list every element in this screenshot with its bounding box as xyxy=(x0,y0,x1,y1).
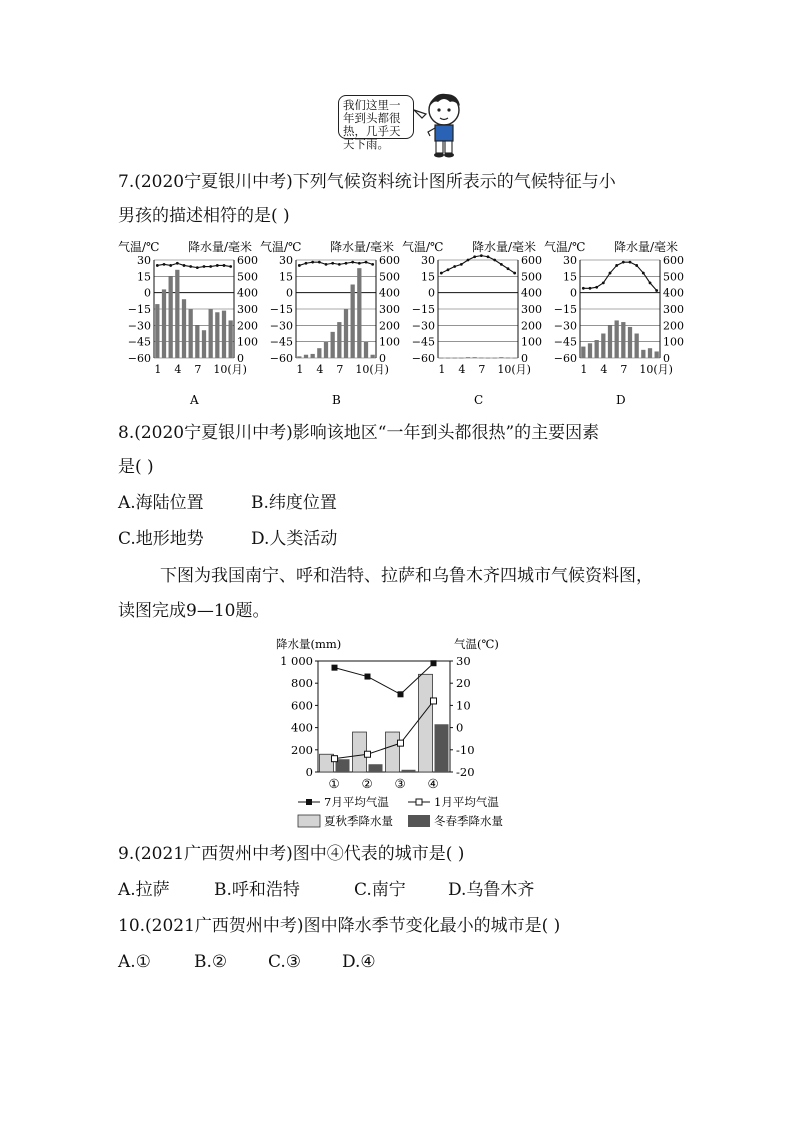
temp-point xyxy=(358,262,361,265)
temp-tick-label: 0 xyxy=(286,286,293,300)
question-8-option-c: C.地形地势 xyxy=(118,529,204,549)
temp-point xyxy=(318,261,321,264)
precip-bar xyxy=(635,334,639,359)
temp-point xyxy=(209,265,212,268)
temp-tick-label: 15 xyxy=(279,270,293,284)
question-9-option-c: C.南宁 xyxy=(354,880,406,900)
temp-point xyxy=(602,281,605,284)
winter-precip-bar xyxy=(402,770,416,772)
temp-tick-label: 20 xyxy=(456,676,471,691)
precip-tick-label: 0 xyxy=(379,352,386,365)
temp-point xyxy=(493,259,496,262)
question-9-option-b: B.呼和浩特 xyxy=(214,880,300,900)
precip-tick-label: 400 xyxy=(663,286,684,300)
climate-chart-c xyxy=(402,239,542,406)
temp-point xyxy=(460,263,463,266)
temp-tick-label: 10 xyxy=(456,698,471,713)
precip-bar xyxy=(628,327,632,358)
question-8-line1: 8.(2020宁夏银川中考)影响该地区“一年到头都很热”的主要因素 xyxy=(118,423,600,443)
temp-point xyxy=(500,263,503,266)
precip-bar xyxy=(371,355,375,358)
temp-tick-label: −30 xyxy=(411,319,435,333)
climate-chart-d xyxy=(544,239,684,406)
temp-tick-label: −45 xyxy=(269,335,293,349)
precip-bar xyxy=(304,355,308,358)
category-label: ④ xyxy=(427,776,439,791)
precip-bar xyxy=(601,334,605,359)
temp-tick-label: −15 xyxy=(127,303,151,316)
month-tick-label: 10(月) xyxy=(497,363,531,376)
month-tick-label: 1 xyxy=(154,363,162,376)
temp-point xyxy=(183,264,186,267)
temp-point xyxy=(331,262,334,265)
temp-line xyxy=(157,263,230,267)
precip-bar xyxy=(215,312,219,358)
precip-bar xyxy=(608,325,612,358)
intro-line1: 下图为我国南宁、呼和浩特、拉萨和乌鲁木齐四城市气候资料图， xyxy=(160,566,653,586)
precip-tick-label: 0 xyxy=(663,352,670,365)
temp-point xyxy=(298,264,301,267)
precip-bar xyxy=(486,358,490,359)
chart-label: B xyxy=(332,393,341,406)
question-9-option-a: A.拉萨 xyxy=(118,880,170,900)
temp-point xyxy=(371,263,374,266)
precip-tick-label: 400 xyxy=(237,286,258,300)
chart-label: A xyxy=(190,393,199,406)
city-climate-chart xyxy=(268,632,528,832)
precip-bar xyxy=(317,348,321,358)
precip-bar xyxy=(169,276,173,358)
boy-illustration xyxy=(410,88,470,160)
legend-jan-label: 1月平均气温 xyxy=(434,795,499,809)
precip-axis-title: 降水量/毫米 xyxy=(330,240,395,254)
temp-tick-label: 0 xyxy=(144,286,151,300)
jan-temp-point xyxy=(398,740,404,746)
legend-summer-label: 夏秋季降水量 xyxy=(324,814,393,828)
precip-tick-label: 400 xyxy=(521,286,542,300)
precip-tick-label: 500 xyxy=(663,270,684,284)
question-8-line2: 是( ) xyxy=(118,457,154,477)
precip-tick-label: 400 xyxy=(291,720,313,735)
question-10-stem: 10.(2021广西贺州中考)图中降水季节变化最小的城市是( ) xyxy=(118,916,561,936)
temp-point xyxy=(480,254,483,257)
temp-point xyxy=(507,267,510,270)
precip-bar xyxy=(588,343,592,358)
precip-bar xyxy=(189,309,193,358)
temp-point xyxy=(487,255,490,258)
month-tick-label: 4 xyxy=(458,363,466,376)
temp-tick-label: 30 xyxy=(563,254,577,267)
month-tick-label: 10(月) xyxy=(639,363,673,376)
precip-bar xyxy=(175,270,179,358)
precip-bar xyxy=(439,358,443,359)
precip-bar xyxy=(311,354,315,358)
month-tick-label: 1 xyxy=(580,363,588,376)
precip-axis-title: 降水量/毫米 xyxy=(614,240,679,254)
precip-bar xyxy=(195,325,199,358)
temp-tick-label: −30 xyxy=(269,319,293,333)
chart-label: D xyxy=(616,393,626,406)
july-temp-point xyxy=(365,674,371,680)
temp-tick-label: −60 xyxy=(553,352,577,365)
precip-bar xyxy=(615,320,619,358)
temp-tick-label: −30 xyxy=(127,319,151,333)
precip-tick-label: 600 xyxy=(291,698,313,713)
temp-tick-label: 0 xyxy=(456,720,464,735)
question-7-line1: 7.(2020宁夏银川中考)下列气候资料统计图所表示的气候特征与小 xyxy=(118,172,616,192)
temp-point xyxy=(467,259,470,262)
temp-point xyxy=(169,264,172,267)
precip-tick-label: 1 000 xyxy=(280,654,313,668)
precip-bar xyxy=(453,358,457,359)
temp-point xyxy=(642,272,645,275)
precip-bar xyxy=(459,358,463,359)
temp-point xyxy=(649,281,652,284)
precip-bar xyxy=(621,322,625,358)
temp-tick-label: 30 xyxy=(137,254,151,267)
temp-tick-label: 0 xyxy=(570,286,577,300)
speech-bubble xyxy=(338,95,414,151)
month-tick-label: 10(月) xyxy=(355,363,389,376)
temp-point xyxy=(156,264,159,267)
precip-bar xyxy=(222,311,226,358)
climate-chart-a xyxy=(118,239,258,406)
precip-tick-label: 600 xyxy=(521,254,542,267)
precip-bar xyxy=(479,358,483,359)
precip-bar xyxy=(364,342,368,358)
precip-bar xyxy=(446,358,450,359)
month-tick-label: 1 xyxy=(296,363,304,376)
precip-tick-label: 200 xyxy=(663,319,684,333)
temp-point xyxy=(440,272,443,275)
category-label: ① xyxy=(328,776,340,791)
precip-tick-label: 800 xyxy=(291,676,313,691)
temp-tick-label: -20 xyxy=(456,765,475,779)
temp-point xyxy=(473,255,476,258)
precip-tick-label: 200 xyxy=(521,319,542,333)
question-10-option-c: C.③ xyxy=(268,952,302,972)
temp-tick-label: 15 xyxy=(563,270,577,284)
month-tick-label: 1 xyxy=(438,363,446,376)
temp-tick-label: 30 xyxy=(421,254,435,267)
temp-tick-label: 15 xyxy=(137,270,151,284)
temp-point xyxy=(229,265,232,268)
precip-axis-title: 降水量(mm) xyxy=(276,637,342,651)
precip-tick-label: 300 xyxy=(663,303,684,316)
precip-bar xyxy=(229,320,233,358)
temp-point xyxy=(629,261,632,264)
temp-point xyxy=(176,262,179,265)
precip-bar xyxy=(182,299,186,358)
temp-axis-title: 气温/℃ xyxy=(402,240,444,254)
precip-tick-label: 100 xyxy=(663,335,684,349)
precip-tick-label: 600 xyxy=(237,254,258,267)
temp-point xyxy=(513,272,516,275)
temp-point xyxy=(447,268,450,271)
precip-bar xyxy=(466,357,470,358)
precip-tick-label: 0 xyxy=(305,765,313,779)
precip-bar xyxy=(162,289,166,358)
speech-bubble-text: 我们这里一年到头都很热，几乎天天下雨。 xyxy=(343,98,401,151)
chart-label: C xyxy=(474,393,484,406)
temp-axis-title: 气温/℃ xyxy=(260,240,302,254)
precip-axis-title: 降水量/毫米 xyxy=(472,240,537,254)
temp-tick-label: −15 xyxy=(411,303,435,316)
temp-point xyxy=(589,287,592,290)
question-7-line2: 男孩的描述相符的是( ) xyxy=(118,206,290,226)
precip-bar xyxy=(513,358,517,359)
month-tick-label: 7 xyxy=(194,363,202,376)
precip-tick-label: 300 xyxy=(379,303,400,316)
question-8-option-b: B.纬度位置 xyxy=(251,493,337,513)
precip-tick-label: 600 xyxy=(379,254,400,267)
precip-bar xyxy=(202,330,206,358)
month-tick-label: 7 xyxy=(336,363,344,376)
temp-point xyxy=(582,287,585,290)
summer-precip-bar xyxy=(386,732,400,772)
legend-summer-swatch xyxy=(298,815,320,827)
precip-tick-label: 200 xyxy=(237,319,258,333)
july-temp-point xyxy=(431,660,437,666)
precip-bar xyxy=(499,357,503,358)
temp-axis-title: 气温(℃) xyxy=(454,637,499,651)
temp-tick-label: −15 xyxy=(269,303,293,316)
climate-charts-abcd xyxy=(118,234,698,406)
question-9-option-d: D.乌鲁木齐 xyxy=(448,880,535,900)
summer-precip-bar xyxy=(419,674,433,772)
precip-bar xyxy=(351,285,355,359)
precip-bar xyxy=(337,322,341,358)
temp-line xyxy=(299,262,372,265)
temp-point xyxy=(609,272,612,275)
temp-tick-label: -10 xyxy=(456,742,475,757)
temp-tick-label: 30 xyxy=(456,654,471,668)
temp-point xyxy=(216,264,219,267)
question-10-option-a: A.① xyxy=(118,952,151,972)
precip-bar xyxy=(357,268,361,358)
temp-tick-label: 0 xyxy=(428,286,435,300)
precip-tick-label: 300 xyxy=(521,303,542,316)
temp-axis-title: 气温/℃ xyxy=(544,240,586,254)
category-label: ③ xyxy=(394,776,406,791)
jan-temp-point xyxy=(332,756,338,762)
intro-line2: 读图完成9—10题。 xyxy=(118,601,270,621)
temp-point xyxy=(595,286,598,289)
month-tick-label: 4 xyxy=(174,363,182,376)
temp-axis-title: 气温/℃ xyxy=(118,240,160,254)
precip-tick-label: 100 xyxy=(521,335,542,349)
question-10-option-b: B.② xyxy=(194,952,228,972)
temp-point xyxy=(615,264,618,267)
temp-tick-label: −60 xyxy=(127,352,151,365)
question-9-stem: 9.(2021广西贺州中考)图中④代表的城市是( ) xyxy=(118,844,465,864)
precip-bar xyxy=(581,347,585,358)
temp-point xyxy=(635,264,638,267)
temp-point xyxy=(325,263,328,266)
july-temp-point xyxy=(332,665,338,671)
temp-tick-label: −45 xyxy=(411,335,435,349)
temp-tick-label: 30 xyxy=(279,254,293,267)
temp-point xyxy=(365,261,368,264)
temp-point xyxy=(203,265,206,268)
precip-tick-label: 200 xyxy=(379,319,400,333)
precip-bar xyxy=(493,358,497,359)
month-tick-label: 7 xyxy=(478,363,486,376)
temp-point xyxy=(622,261,625,264)
precip-tick-label: 0 xyxy=(237,352,244,365)
precip-tick-label: 500 xyxy=(379,270,400,284)
precip-tick-label: 0 xyxy=(521,352,528,365)
temp-tick-label: −60 xyxy=(269,352,293,365)
temp-point xyxy=(305,262,308,265)
temp-tick-label: −60 xyxy=(411,352,435,365)
temp-point xyxy=(338,263,341,266)
winter-precip-bar xyxy=(369,764,383,772)
legend-july-marker xyxy=(306,799,312,805)
temp-point xyxy=(345,262,348,265)
temp-tick-label: −45 xyxy=(127,335,151,349)
temp-point xyxy=(163,263,166,266)
precip-axis-title: 降水量/毫米 xyxy=(188,240,253,254)
month-tick-label: 4 xyxy=(600,363,608,376)
precip-bar xyxy=(655,351,659,358)
month-tick-label: 4 xyxy=(316,363,324,376)
legend-winter-label: 冬春季降水量 xyxy=(434,814,503,828)
question-10-option-d: D.④ xyxy=(342,952,376,972)
jan-temp-point xyxy=(431,698,437,704)
climate-chart-b xyxy=(260,239,400,406)
precip-tick-label: 300 xyxy=(237,303,258,316)
temp-point xyxy=(351,261,354,264)
temp-tick-label: −30 xyxy=(553,319,577,333)
month-tick-label: 7 xyxy=(620,363,628,376)
precip-tick-label: 100 xyxy=(237,335,258,349)
precip-bar xyxy=(344,309,348,358)
temp-tick-label: 15 xyxy=(421,270,435,284)
precip-tick-label: 500 xyxy=(237,270,258,284)
category-label: ② xyxy=(361,776,373,791)
question-8-option-a: A.海陆位置 xyxy=(118,493,204,513)
precip-bar xyxy=(331,332,335,358)
question-8-option-d: D.人类活动 xyxy=(251,529,338,549)
precip-bar xyxy=(506,358,510,359)
temp-point xyxy=(223,264,226,267)
precip-bar xyxy=(641,350,645,358)
precip-bar xyxy=(648,348,652,358)
july-temp-point xyxy=(398,691,404,697)
temp-point xyxy=(311,261,314,264)
precip-bar xyxy=(155,304,159,358)
precip-tick-label: 100 xyxy=(379,335,400,349)
temp-tick-label: −45 xyxy=(553,335,577,349)
legend-july-label: 7月平均气温 xyxy=(324,795,389,809)
month-tick-label: 10(月) xyxy=(213,363,247,376)
temp-point xyxy=(453,265,456,268)
temp-tick-label: −15 xyxy=(553,303,577,316)
precip-bar xyxy=(324,342,328,358)
precip-bar xyxy=(473,357,477,358)
precip-tick-label: 500 xyxy=(521,270,542,284)
temp-point xyxy=(655,289,658,292)
winter-precip-bar xyxy=(435,724,449,772)
precip-tick-label: 400 xyxy=(379,286,400,300)
precip-bar xyxy=(595,340,599,358)
jan-temp-point xyxy=(365,751,371,757)
legend-jan-marker xyxy=(416,799,422,805)
temp-point xyxy=(196,266,199,269)
temp-line xyxy=(441,256,514,273)
temp-point xyxy=(189,265,192,268)
precip-tick-label: 200 xyxy=(291,742,313,757)
precip-bar xyxy=(297,356,301,358)
legend-winter-swatch xyxy=(408,815,430,827)
precip-tick-label: 600 xyxy=(663,254,684,267)
precip-bar xyxy=(209,309,213,358)
